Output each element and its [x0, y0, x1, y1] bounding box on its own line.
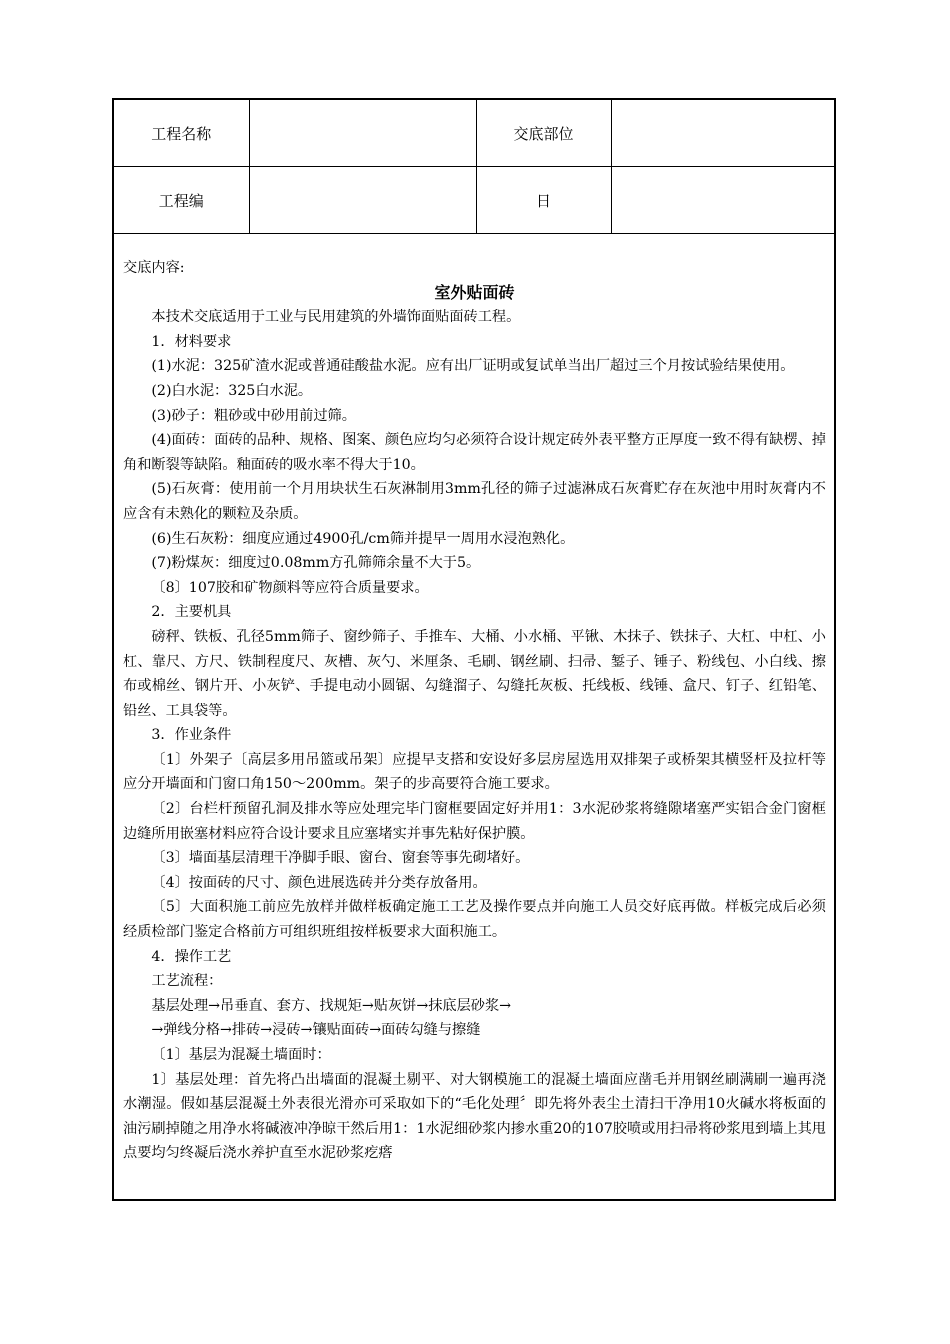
paragraph: 基层处理→吊垂直、套方、找规矩→贴灰饼→抹底层砂浆→	[151, 997, 512, 1014]
section-heading: 3．作业条件	[151, 727, 232, 744]
section-heading: 1．材料要求	[151, 333, 232, 350]
paragraph: (7)粉煤灰：细度过0.08mm方孔筛筛余量不大于5。	[151, 555, 481, 572]
section-heading: 2．主要机具	[151, 604, 232, 621]
paragraph: (1)水泥：325矿渣水泥或普通硅酸盐水泥。应有出厂证明或复试单当出厂超过三个月按试验结果使用。	[151, 358, 795, 375]
location-label: 交底部位	[476, 100, 611, 167]
paragraph: 〔1〕基层为混凝土墙面时：	[151, 1047, 331, 1063]
paragraph: 〔1〕外架子〔高层多用吊篮或吊架〕应提早支搭和安设好多层房屋选用双排架子或桥架其横竖杆及拉杆等应分开墙面和门窗口角150～200mm。架子的步高要符合施工要求。	[123, 751, 826, 793]
project-name-value	[249, 100, 476, 167]
paragraph: 磅秤、铁板、孔径5mm筛子、窗纱筛子、手推车、大桶、小水桶、平锹、木抹子、铁抹子、大杠、中杠、小杠、靠尺、方尺、铁制程度尺、灰槽、灰勺、米厘条、毛刷、钢丝刷、扫帚、錾子、锤子、粉线包、小白线、擦布或棉丝、钢片开、小灰铲、手提电动小圆锯、勾缝溜子、勾缝托灰板、托线板、线锤、盒尺、钉子、红铅笔、铅丝、工具袋等。	[123, 628, 826, 719]
paragraph: 〔3〕墙面基层清理干净脚手眼、窗台、窗套等事先砌堵好。	[151, 850, 530, 867]
disclosure-content	[114, 234, 834, 1166]
content-intro-label: 交底内容:	[123, 260, 185, 276]
project-no-label: 工程编	[114, 167, 249, 234]
paragraph: →弹线分格→排砖→浸砖→镶贴面砖→面砖勾缝与擦缝	[151, 1022, 481, 1039]
paragraph: 本技术交底适用于工业与民用建筑的外墙饰面贴面砖工程。	[151, 309, 521, 326]
paragraph: (3)砂子：粗砂或中砂用前过筛。	[151, 407, 356, 424]
project-no-value	[249, 167, 476, 234]
header-row-1	[114, 100, 834, 167]
paragraph: 工艺流程：	[151, 973, 223, 990]
header-row-2	[114, 167, 834, 234]
paragraph: (6)生石灰粉：细度应通过4900孔/cm筛并提早一周用水浸泡熟化。	[151, 530, 575, 547]
date-value	[611, 167, 834, 234]
paragraph: 〔2〕台栏杆预留孔洞及排水等应处理完毕门窗框要固定好并用1：3水泥砂浆将缝隙堵塞严实铝合金门窗框边缝所用嵌塞材料应符合设计要求且应塞堵实并事先粘好保护膜。	[123, 801, 826, 842]
content-title: 室外贴面砖	[434, 282, 515, 302]
date-label: 日	[476, 167, 611, 234]
header-table	[114, 100, 834, 234]
paragraph: 1〕基层处理：首先将凸出墙面的混凝土剔平、对大钢模施工的混凝土墙面应凿毛并用钢丝刷满刷一遍再浇水潮湿。假如基层混凝土外表很光滑亦可采取如下的“毛化处理〞即先将外表尘土清扫干净用10火碱水将板面的油污刷掉随之用净水将碱液冲净晾干然后用1：1水泥细砂浆内掺水重20的107胶喷或用扫帚将砂浆甩到墙上其甩点要均匀终凝后浇水养护直至水泥砂浆疙瘩	[123, 1071, 826, 1162]
paragraph: (5)石灰膏：使用前一个月用块状生石灰淋制用3mm孔径的筛子过滤淋成石灰膏贮存在灰池中用时灰膏内不应含有未熟化的颗粒及杂质。	[123, 481, 826, 522]
location-value	[611, 100, 834, 167]
paragraph: (4)面砖：面砖的品种、规格、图案、颜色应均匀必须符合设计规定砖外表平整方正厚度一致不得有缺楞、掉角和断裂等缺陷。釉面砖的吸水率不得大于10。	[123, 432, 826, 473]
project-name-label: 工程名称	[114, 100, 249, 167]
paragraph: 〔5〕大面积施工前应先放样并做样板确定施工工艺及操作要点并向施工人员交好底再做。样板完成后必须经质检部门鉴定合格前方可组织班组按样板要求大面积施工。	[123, 899, 826, 941]
paragraph: 〔8〕107胶和矿物颜料等应符合质量要求。	[151, 579, 429, 596]
disclosure-form	[112, 98, 836, 1201]
paragraph: 〔4〕按面砖的尺寸、颜色进展选砖并分类存放备用。	[151, 874, 487, 891]
section-heading: 4．操作工艺	[151, 948, 232, 965]
paragraph: (2)白水泥：325白水泥。	[151, 382, 313, 399]
